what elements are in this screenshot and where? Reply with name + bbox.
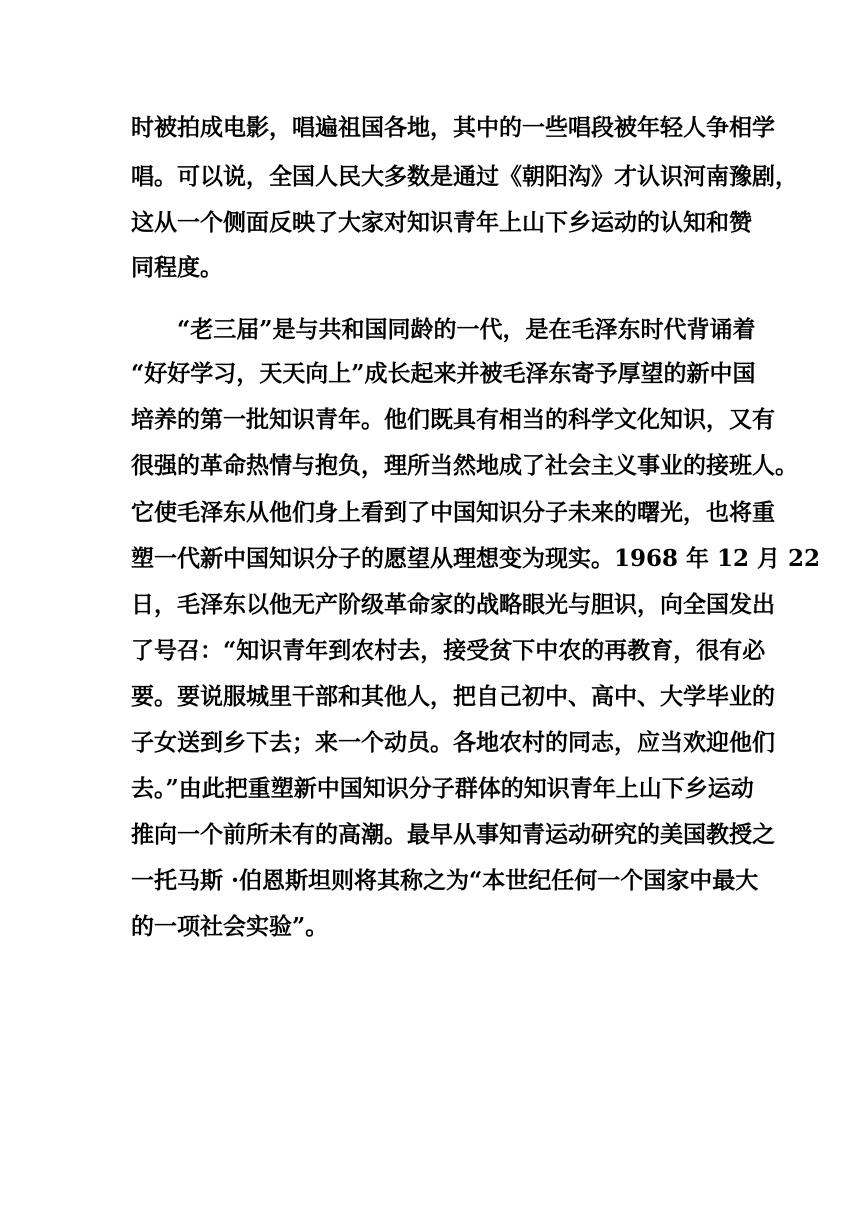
text-line: 这从一个侧面反映了大家对知识青年上山下乡运动的认知和赞 [131,209,752,236]
text-line: 一托马斯 ·伯恩斯坦则将其称之为“本世纪任何一个国家中最大 [131,867,759,894]
text-line: 培养的第一批知识青年。他们既具有相当的科学文化知识，又有 [131,406,775,433]
text-line: 同程度。 [131,254,223,281]
text-line: 很强的革命热情与抱负，理所当然地成了社会主义事业的接班人。 [131,452,798,479]
text-line: “老三届”是与共和国同龄的一代，是在毛泽东时代背诵着 [131,316,756,343]
text-line: 的一项社会实验”。 [131,913,329,940]
text-line: 要。要说服城里干部和其他人，把自己初中、高中、大学毕业的 [131,683,775,710]
text-line: 去。”由此把重塑新中国知识分子群体的知识青年上山下乡运动 [131,775,754,802]
text-line: 日，毛泽东以他无产阶级革命家的战略眼光与胆识，向全国发出 [131,591,775,618]
text-line: 塑一代新中国知识分子的愿望从理想变为现实。1968 年 12 月 22 [131,545,821,572]
text-line: 子女送到乡下去；来一个动员。各地农村的同志，应当欢迎他们 [131,729,775,756]
text-line: 了号召：“知识青年到农村去，接受贫下中农的再教育，很有必 [131,637,766,664]
text-line: 它使毛泽东从他们身上看到了中国知识分子未来的曙光，也将重 [131,499,775,526]
text-line: “好好学习，天天向上”成长起来并被毛泽东寄予厚望的新中国 [131,360,756,387]
text-line: 推向一个前所未有的高潮。最早从事知青运动研究的美国教授之 [131,821,775,848]
text-line: 时被拍成电影，唱遍祖国各地，其中的一些唱段被年轻人争相学 [131,114,775,141]
text-line: 唱。可以说，全国人民大多数是通过《朝阳沟》才认识河南豫剧， [131,163,798,190]
